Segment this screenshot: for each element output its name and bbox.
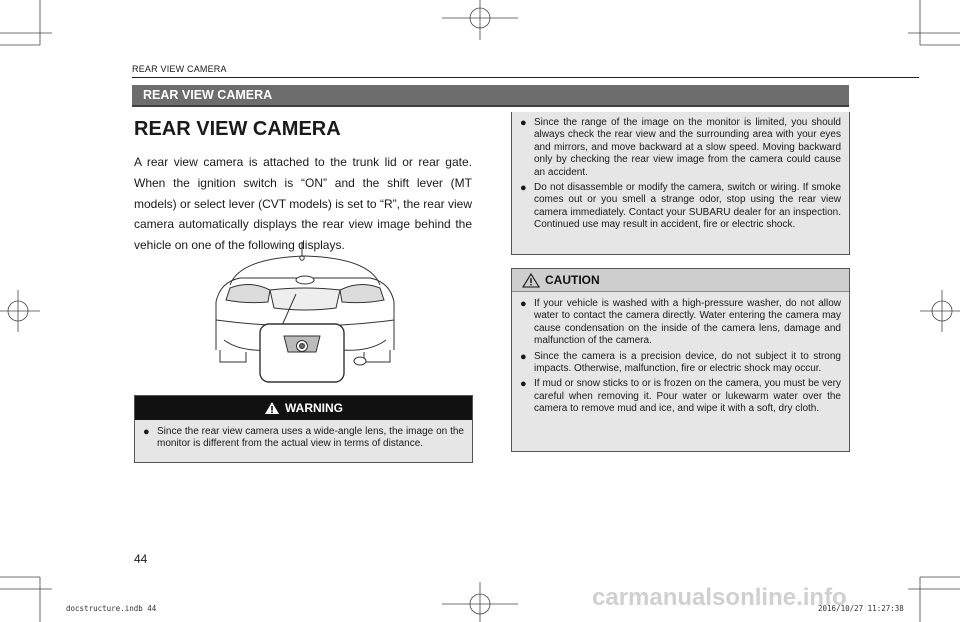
list-item [520,298,841,348]
page-number: 44 [134,552,148,566]
footer-timestamp: 2016/10/27 11:27:38 [818,604,904,613]
footer-filename: docstructure.indb 44 [66,604,157,613]
section-title-bar [132,85,849,107]
rear-camera-illustration [210,240,400,385]
list-item-text: If mud or snow sticks to or is frozen on the camera, you must be very careful when removing it. Pour water or lukewarm water over the camera to remove mud and ice, and wipe it with a soft, dry cloth. [534,378,841,415]
list-item [520,351,841,376]
list-item-text: Since the rear view camera uses a wide-angle lens, the image on the monitor is different from the actual view in terms of distance. [157,426,464,450]
warning-triangle-icon [264,401,280,415]
list-item [143,426,464,451]
warning-title: WARNING [285,401,343,415]
page-title: REAR VIEW CAMERA [134,118,341,140]
caution-box [511,268,850,452]
list-item [520,117,841,179]
bullet: ● [520,378,527,391]
list-item-text: Do not disassemble or modify the camera, switch or wiring. If smoke comes out or you smell a strange odor, stop using the rear view camera immediately. Contact your SUBARU dealer for an inspection. Continued use may result in accident, fire or electric shock. [534,182,841,231]
bullet: ● [520,117,527,129]
bullet: ● [520,298,527,310]
warning-list [135,420,472,451]
watermark: carmanualsonline.info [592,584,847,611]
bullet: ● [143,426,150,438]
list-item-text: Since the camera is a precision device, do not subject it to strong impacts. Otherwise, malfunction, fire or electric shock may occur. [534,350,841,375]
list-item-text: If your vehicle is washed with a high-pressure washer, do not allow water to contact the camera directly. Water entering the camera may cause condensation on the inside of the camera lens, damage and malfunction of the camera. [534,298,841,347]
bullet: ● [520,350,527,363]
warning-box-continued [511,112,850,255]
list-item-text: Since the range of the image on the monitor is limited, you should always check the rear view and the surrounding area with your eyes and mirrors, and move backward at a slow speed. Moving backward only by checking the rear view image from the camera could cause an accident. [534,117,841,178]
intro-paragraph: A rear view camera is attached to the trunk lid or rear gate. When the ignition switch is “ON” and the shift lever (MT models) or select lever (CVT models) is set to “R”, the rear view camera automatically displays the rear view image behind the vehicle on one of the following displays. [134,155,472,253]
warning-header [135,396,472,420]
warning-list-continued [512,112,849,232]
running-head: REAR VIEW CAMERA [132,64,227,74]
caution-triangle-icon [522,273,540,288]
list-item [520,182,841,232]
warning-box [134,395,473,463]
caution-header [512,269,849,292]
bullet: ● [520,182,527,195]
caution-list [512,292,849,416]
caution-title: CAUTION [545,273,600,287]
list-item [520,378,841,415]
header-rule [132,77,919,78]
section-title: REAR VIEW CAMERA [143,88,273,102]
